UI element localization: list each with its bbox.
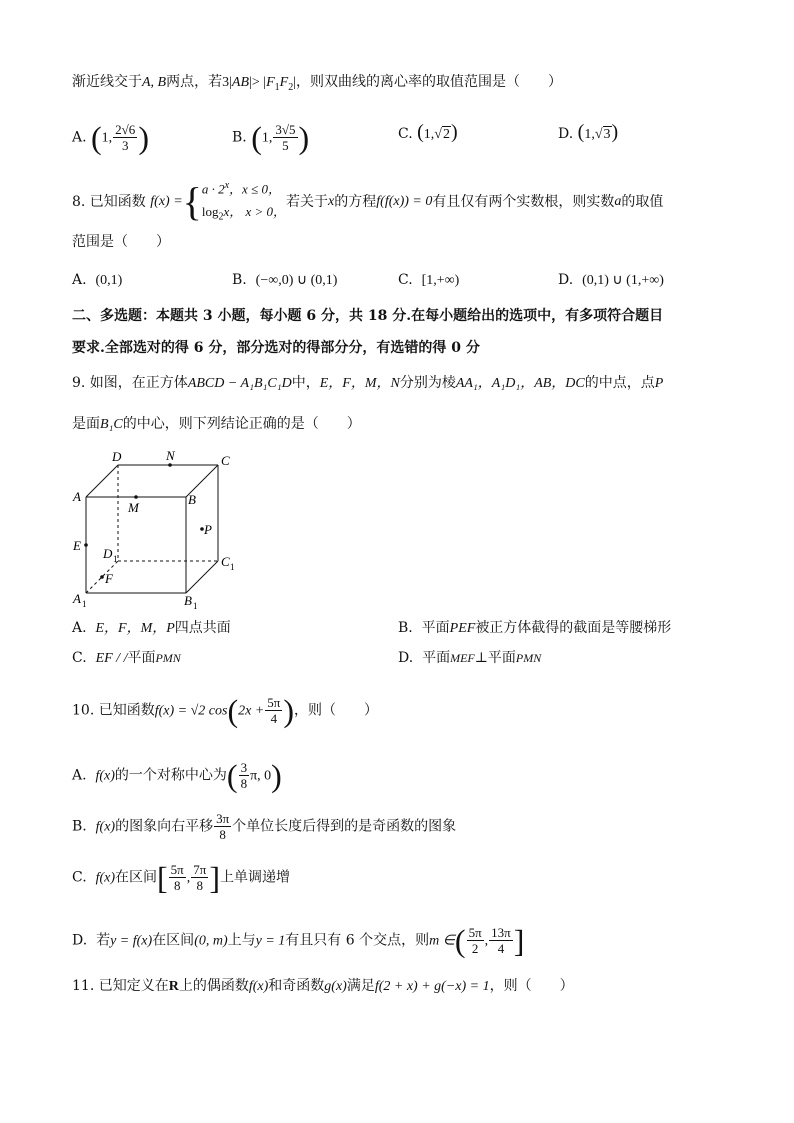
q9-text2: 分别为棱 bbox=[399, 375, 456, 391]
q9-number: 9. 如图，在正方体 bbox=[72, 375, 188, 391]
q8-option-d-label: D. bbox=[558, 272, 574, 288]
q9-option-d bbox=[398, 648, 541, 668]
label-c: C bbox=[221, 453, 230, 468]
q9-option-b bbox=[398, 618, 671, 639]
q10-option-b-num: 3π bbox=[216, 811, 230, 826]
q8-case1: a · 2 bbox=[201, 181, 225, 197]
q7-gt: > bbox=[251, 75, 264, 90]
q7-text2: 两点，若 bbox=[166, 74, 223, 90]
q9-edges: AA₁，A₁D₁，AB，DC bbox=[455, 376, 585, 391]
q9-option-b-plane: PEF bbox=[449, 621, 476, 636]
label-n: N bbox=[166, 448, 175, 463]
q8-option-b-value: (−∞,0) ∪ (0,1) bbox=[255, 273, 338, 288]
q10-option-c-den2: 8 bbox=[196, 878, 204, 893]
q7-points: A, B bbox=[142, 75, 167, 90]
label-c1: C bbox=[221, 554, 230, 569]
q10-option-b-text1: 的图象向右平移 bbox=[115, 818, 214, 835]
q8-case2-rest: x， x > 0， bbox=[223, 204, 287, 220]
q9-option-c-ef: EF / / bbox=[95, 651, 128, 666]
label-b1-sub: 1 bbox=[193, 601, 198, 611]
q10-option-c-fx: f(x) bbox=[95, 870, 116, 886]
q9-text1: 中， bbox=[291, 375, 320, 391]
q10-option-d-num2: 13π bbox=[491, 925, 511, 940]
q10-option-c-den1: 8 bbox=[173, 878, 181, 893]
q7-stem: 渐近线交于A, B两点，若$3|AB|> |F_1F_2|$，则双曲线的离心率的取值范围是（ ） bbox=[72, 74, 562, 93]
q9-option-c-label: C. bbox=[72, 650, 87, 666]
label-f: F bbox=[105, 571, 113, 586]
q10-number: 10. 已知函数 bbox=[72, 702, 155, 719]
q10-option-d-num1: 5π bbox=[468, 925, 482, 940]
q7-text: 渐近线交于 bbox=[72, 74, 142, 90]
q7-ab: AB bbox=[231, 75, 250, 90]
q8-equation: f(f(x)) = 0 bbox=[376, 193, 433, 209]
q10-option-b-fx: f(x) bbox=[95, 819, 116, 835]
q8-text2: 的方程 bbox=[334, 193, 377, 210]
q11-text1: 上的偶函数 bbox=[178, 978, 249, 994]
q8-text3: 有且仅有两个实数根，则实数 bbox=[432, 193, 615, 210]
q7-f2: F bbox=[279, 75, 289, 90]
q10-option-a-den: 8 bbox=[240, 776, 248, 791]
label-a: A bbox=[73, 489, 81, 504]
q10-option-c: C. f(x)在区间[ $\frac{5\pi}{8}$ , $\frac{7\pi}{8}$ ]上单调递增 bbox=[72, 859, 290, 896]
q8-stem: 8. 已知函数 f(x) ={ $a \cdot 2^x$，x ≤ 0， $\log_2x$， x > 0， 若关于x的方程f(f(x)) = 0有且仅有两个实数根，则实数a的取值 bbox=[72, 175, 663, 219]
q9-face: B₁C bbox=[100, 417, 123, 432]
section2-heading-line1: 二、多选题：本题共 3 小题，每小题 6 分，共 18 分.在每小题给出的选项中，有多项符合题目 bbox=[72, 308, 664, 324]
q8-case1-cond: ，x ≤ 0， bbox=[229, 181, 281, 197]
q10-option-d-den1: 2 bbox=[471, 941, 479, 956]
q9-points: E，F，M，N bbox=[319, 376, 400, 391]
q8-stem-line2: 范围是（ ） bbox=[72, 234, 170, 250]
q10-option-a-num: 3 bbox=[240, 760, 248, 775]
q7-option-b-label: B. bbox=[232, 129, 247, 146]
q10-option-c-text1: 在区间 bbox=[115, 869, 158, 886]
q7-f1: F bbox=[266, 75, 275, 90]
q10-option-d-text2: 在区间 bbox=[152, 932, 195, 949]
label-c1-sub: 1 bbox=[230, 562, 235, 572]
q7-option-d-label: D. bbox=[558, 126, 574, 142]
section2-heading-line2: 要求.全部选对的得 6 分，部分选对的得部分分，有选错的得 0 分 bbox=[72, 340, 480, 356]
q11-f: f(x) bbox=[248, 979, 269, 994]
q10-option-d-den2: 4 bbox=[497, 941, 505, 956]
q7-option-a-label: A. bbox=[72, 129, 87, 146]
point-f bbox=[100, 575, 104, 579]
q7-option-b-left: 1, bbox=[261, 130, 273, 146]
q8-option-a-value: (0,1) bbox=[95, 273, 123, 288]
q9-option-d-label: D. bbox=[398, 650, 414, 666]
q8-option-c-label: C. bbox=[398, 272, 413, 288]
q7-option-d-left: 1, bbox=[584, 127, 595, 142]
q8-option-b-label: B. bbox=[232, 272, 247, 288]
q11-number: 11. 已知定义在 bbox=[72, 978, 169, 994]
q7-option-c-left: 1, bbox=[423, 127, 435, 142]
q7-option-a: A. (1, $\frac{2√6}{3}$ ) bbox=[72, 119, 149, 156]
q7-option-c: C. (1,√2) bbox=[398, 121, 458, 143]
q10-option-d-label: D. bbox=[72, 932, 88, 949]
label-a1-sub: 1 bbox=[82, 599, 87, 609]
q10-option-b-label: B. bbox=[72, 818, 87, 835]
q10-stem: 10. 已知函数f(x) = √2 cos(2x + $\frac{5\pi}{4}$ )，则（ ） bbox=[72, 692, 379, 729]
q8-option-a-label: A. bbox=[72, 272, 87, 288]
label-e: E bbox=[73, 538, 81, 553]
q10-option-d-y: y = f(x) bbox=[110, 933, 153, 949]
q10-option-b bbox=[72, 811, 456, 842]
q8-option-c-value: [1,+∞) bbox=[421, 273, 460, 288]
q11-r: R bbox=[168, 979, 179, 994]
q9-option-c-plane: PMN bbox=[155, 651, 181, 665]
q7-option-a-den: 3 bbox=[121, 138, 129, 153]
q10-option-c-num2: 7π bbox=[193, 862, 207, 877]
q8-option-b bbox=[232, 270, 337, 291]
q7-option-b-num: 3√5 bbox=[275, 122, 296, 137]
q8-option-a bbox=[72, 270, 122, 291]
q10-option-a-fx: f(x) bbox=[95, 768, 115, 784]
q8-text1: 若关于 bbox=[286, 193, 329, 210]
q10-fx: f(x) = √2 cos bbox=[154, 703, 228, 719]
q9-text4: 是面 bbox=[72, 416, 100, 432]
q9-cube: ABCD − A₁B₁C₁D bbox=[187, 376, 292, 391]
point-e bbox=[84, 543, 88, 547]
q9-option-a-label: A. bbox=[72, 620, 87, 636]
q10-option-a-text: 的一个对称中心为 bbox=[114, 767, 227, 784]
label-d1-sub: 1 bbox=[113, 554, 118, 564]
q7-option-b: B. (1, $\frac{3√5}{5}$ ) bbox=[232, 119, 310, 156]
q11-equation: f(2 + x) + g(−x) = 1 bbox=[374, 979, 490, 994]
q7-f1-sub: 1 bbox=[274, 81, 280, 93]
q7-option-c-rad: 2 bbox=[442, 127, 450, 142]
q7-tail: ，则双曲线的离心率的取值范围是（ ） bbox=[296, 74, 562, 90]
q9-p: P bbox=[654, 376, 664, 391]
q10-option-d-m: m ∈ bbox=[429, 933, 455, 949]
label-p: P bbox=[204, 522, 212, 537]
q8-option-c bbox=[398, 270, 459, 291]
label-b: B bbox=[188, 492, 196, 507]
q7-option-a-num: 2√6 bbox=[115, 122, 136, 137]
edge-ad bbox=[86, 465, 118, 497]
q9-option-a-points: E，F，M，P bbox=[95, 621, 175, 636]
q7-option-b-den: 5 bbox=[282, 138, 289, 153]
q9-option-a bbox=[72, 618, 231, 639]
q7-option-d-rad: 3 bbox=[603, 127, 611, 142]
q8-a: a bbox=[614, 193, 622, 209]
q9-option-c bbox=[72, 648, 181, 669]
q11-text3: 满足 bbox=[346, 978, 375, 994]
q10-option-a-label: A. bbox=[72, 767, 87, 784]
q10-option-d-interval: (0, m) bbox=[194, 933, 228, 949]
q10-option-a: A. f(x)的一个对称中心为( $\frac{3}{8}$ π, 0) bbox=[72, 757, 282, 794]
q10-arg: 2x + bbox=[238, 703, 265, 719]
q10-option-b-text2: 个单位长度后得到的是奇函数的图象 bbox=[232, 818, 457, 835]
q9-option-b-text2: 被正方体截得的截面是等腰梯形 bbox=[475, 620, 672, 636]
q10-frac-den: 4 bbox=[270, 711, 278, 726]
q8-case2: log bbox=[201, 204, 219, 220]
q9-option-c-text: 平面 bbox=[127, 650, 156, 666]
q8-option-d bbox=[558, 270, 664, 291]
q10-option-d-y1: y = 1 bbox=[255, 933, 286, 949]
q9-option-a-text: 四点共面 bbox=[174, 620, 231, 636]
q11-g: g(x) bbox=[324, 979, 347, 994]
q9-option-d-plane2: PMN bbox=[515, 651, 542, 665]
q10-option-d-text3: 上与 bbox=[227, 932, 256, 949]
point-m bbox=[134, 495, 138, 499]
q9-option-b-text1: 平面 bbox=[421, 620, 450, 636]
label-m: M bbox=[128, 500, 139, 515]
q8-option-d-value: (0,1) ∪ (1,+∞) bbox=[582, 273, 664, 288]
q9-option-d-text1: 平面 bbox=[422, 650, 451, 666]
q8-x: x bbox=[328, 193, 335, 209]
q10-frac-num: 5π bbox=[267, 695, 281, 710]
q7-f2-sub: 2 bbox=[288, 81, 294, 93]
q8-fx: f(x) = bbox=[150, 193, 183, 209]
q9-option-d-text2: ⊥平面 bbox=[474, 650, 516, 666]
q7-coef: 3 bbox=[222, 75, 230, 90]
q10-option-d-text4: 有且只有 6 个交点，则 bbox=[285, 932, 430, 949]
edge-b1c1 bbox=[186, 561, 218, 593]
q10-option-c-text2: 上单调递增 bbox=[219, 869, 290, 886]
q9-option-b-label: B. bbox=[398, 620, 413, 636]
q10-option-a-rest: π, 0 bbox=[250, 768, 272, 784]
label-d1: D bbox=[103, 546, 113, 561]
q10-option-d-text1: 若 bbox=[96, 932, 111, 949]
q8-text4: 的取值 bbox=[621, 193, 664, 210]
q10-option-c-num1: 5π bbox=[170, 862, 184, 877]
q11-text2: 和奇函数 bbox=[268, 978, 325, 994]
label-b1: B bbox=[184, 593, 192, 608]
label-d: D bbox=[112, 449, 122, 464]
q8-case2-sub: 2 bbox=[218, 211, 224, 223]
q10-option-b-den: 8 bbox=[219, 827, 226, 842]
q9-stem bbox=[72, 373, 663, 394]
q10-option-d: D. 若y = f(x)在区间(0, m)上与y = 1有且只有 6 个交点，则m ∈( $\frac{5\pi}{2}$ , $\frac{13\pi}{4}$ ] bbox=[72, 922, 525, 959]
q9-option-d-plane1: MEF bbox=[450, 651, 475, 665]
label-a1: A bbox=[73, 591, 81, 606]
q9-text3: 的中点，点 bbox=[584, 375, 655, 391]
q11-stem bbox=[72, 976, 574, 997]
q8-number: 8. 已知函数 bbox=[72, 193, 146, 210]
q10-option-c-label: C. bbox=[72, 869, 87, 886]
q9-stem-line2 bbox=[72, 414, 361, 435]
q7-option-a-left: 1, bbox=[101, 130, 113, 146]
cube-figure bbox=[70, 445, 250, 615]
q8-case1-exp: x bbox=[224, 180, 230, 191]
q9-text5: 的中心，则下列结论正确的是（ ） bbox=[122, 416, 361, 432]
point-n bbox=[168, 463, 172, 467]
q8-cases bbox=[202, 175, 286, 229]
q7-option-d: D. (1,√3) bbox=[558, 121, 619, 143]
q11-tail: ，则（ ） bbox=[489, 978, 574, 994]
q10-tail: ，则（ ） bbox=[294, 702, 379, 719]
q7-option-c-label: C. bbox=[398, 126, 413, 142]
